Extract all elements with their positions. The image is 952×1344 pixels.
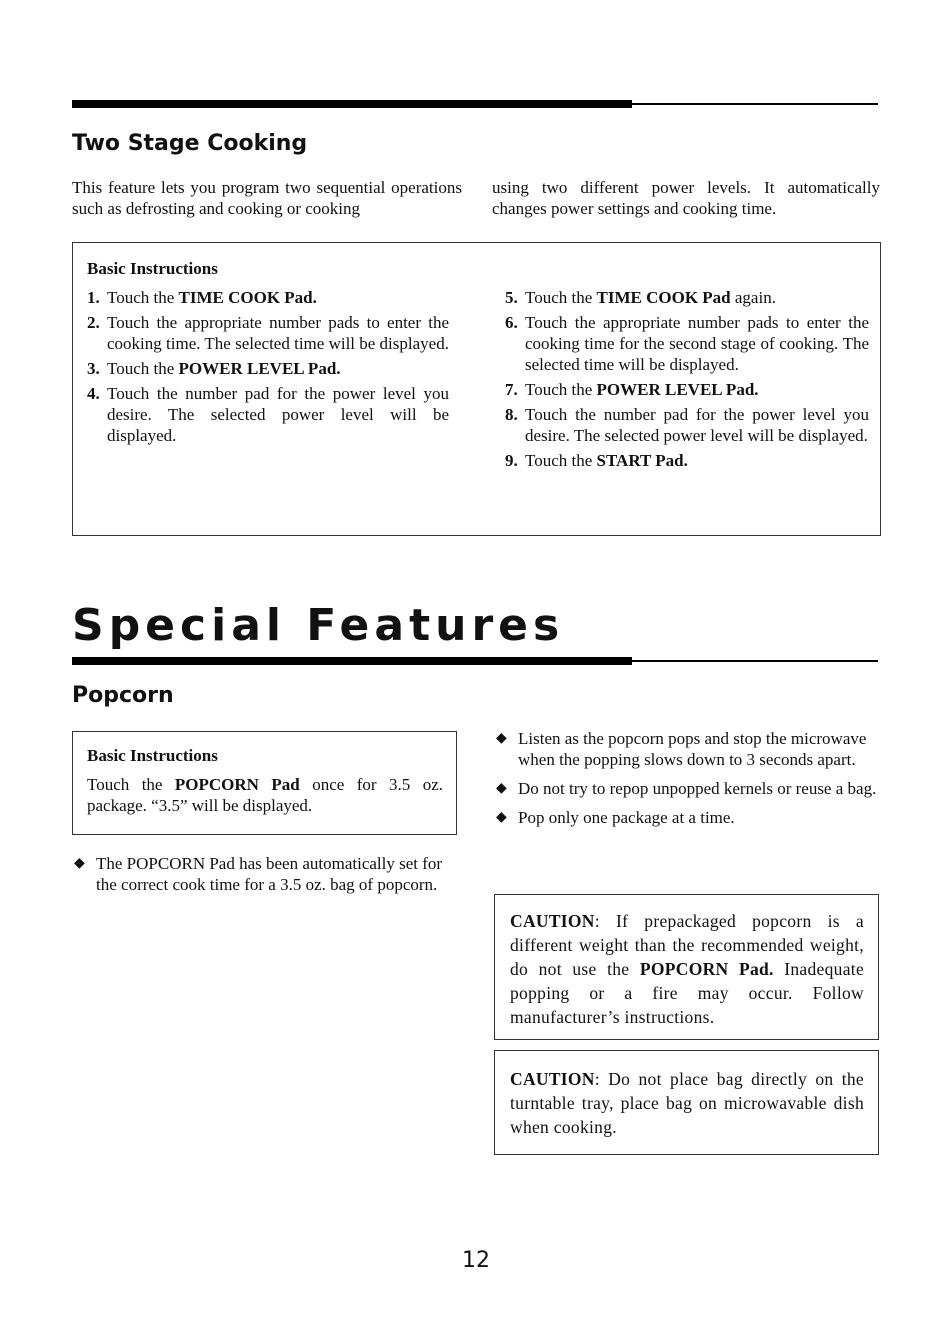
step-text: Touch the appropriate number pads to enter the cooking time. The selected time will be displayed. — [107, 313, 449, 353]
two-stage-box-title: Basic Instructions — [87, 259, 218, 278]
step-item — [87, 287, 449, 308]
step-item — [505, 450, 869, 471]
step-text: Touch the TIME COOK Pad again. — [525, 288, 776, 307]
step-number: 6. — [505, 313, 518, 332]
step-number: 2. — [87, 313, 100, 332]
page-number: 12 — [462, 1248, 490, 1273]
popcorn-box-title: Basic Instructions — [87, 746, 218, 765]
caution-box-weight — [494, 894, 879, 1040]
caution-bag-text: CAUTION: Do not place bag directly on the turntable tray, place bag on microwavable dish when cooking. — [510, 1069, 864, 1137]
step-number: 9. — [505, 451, 518, 470]
top-rule — [72, 103, 878, 105]
bullet-text: Do not try to repop unpopped kernels or reuse a bag. — [518, 779, 877, 798]
two-stage-steps-left — [87, 287, 449, 450]
step-item — [87, 383, 449, 446]
popcorn-pad-label: POPCORN Pad — [174, 775, 300, 794]
step-item — [505, 404, 869, 446]
popcorn-heading: Popcorn — [72, 683, 174, 708]
caution-weight-text: CAUTION: If prepackaged popcorn is a different weight than the recommended weight, do not use the POPCORN Pad. Inadequate popping or a fire may occur. Follow manufacturer’s instructions. — [510, 911, 865, 1027]
bullet-text: Pop only one package at a time. — [518, 808, 735, 827]
bullet-item — [496, 778, 878, 799]
two-stage-intro-right: using two different power levels. It automatically changes power settings and cooking time. — [492, 178, 880, 218]
step-item — [87, 358, 449, 379]
two-stage-heading: Two Stage Cooking — [72, 131, 308, 156]
diamond-bullet-icon: ◆ — [496, 810, 507, 825]
bullet-item — [496, 807, 878, 828]
step-item — [505, 379, 869, 400]
special-features-title: Special Features — [72, 600, 565, 651]
special-features-rule — [72, 660, 878, 662]
step-number: 5. — [505, 288, 518, 307]
step-number: 8. — [505, 405, 518, 424]
bullet-item — [496, 728, 878, 770]
step-number: 7. — [505, 380, 518, 399]
step-text: Touch the POWER LEVEL Pad. — [107, 359, 341, 378]
step-text: Touch the START Pad. — [525, 451, 688, 470]
step-text: Touch the TIME COOK Pad. — [107, 288, 317, 307]
step-number: 4. — [87, 384, 100, 403]
step-text: Touch the number pad for the power level you desire. The selected power level will be displayed. — [525, 405, 869, 445]
step-text: Touch the POWER LEVEL Pad. — [525, 380, 759, 399]
caution-label: CAUTION — [510, 911, 595, 931]
step-text: Touch the appropriate number pads to enter the cooking time for the second stage of cooking. The selected time will be displayed. — [525, 313, 869, 374]
popcorn-bullets-right — [496, 728, 878, 836]
two-stage-steps-right — [505, 287, 869, 475]
diamond-bullet-icon: ◆ — [74, 856, 85, 871]
step-number: 3. — [87, 359, 100, 378]
two-stage-intro-left: This feature lets you program two sequential operations such as defrosting and cooking or cooking — [72, 178, 462, 218]
bullet-item — [74, 853, 446, 895]
step-number: 1. — [87, 288, 100, 307]
popcorn-box-text: Touch the POPCORN Pad once for 3.5 oz. package. “3.5” will be displayed. — [87, 775, 443, 815]
step-text: Touch the number pad for the power level you desire. The selected power level will be displayed. — [107, 384, 449, 445]
step-item — [505, 287, 869, 308]
popcorn-bullets-left — [74, 853, 446, 903]
step-item — [87, 312, 449, 354]
popcorn-instructions-box — [72, 731, 457, 835]
caution-label: CAUTION — [510, 1069, 595, 1089]
diamond-bullet-icon: ◆ — [496, 731, 507, 746]
two-stage-instructions-box — [72, 242, 881, 536]
diamond-bullet-icon: ◆ — [496, 781, 507, 796]
bullet-text: Listen as the popcorn pops and stop the microwave when the popping slows down to 3 seconds apart. — [518, 729, 867, 769]
step-item — [505, 312, 869, 375]
caution-box-bag — [494, 1050, 879, 1155]
bullet-text: The POPCORN Pad has been automatically set for the correct cook time for a 3.5 oz. bag of popcorn. — [96, 854, 443, 894]
